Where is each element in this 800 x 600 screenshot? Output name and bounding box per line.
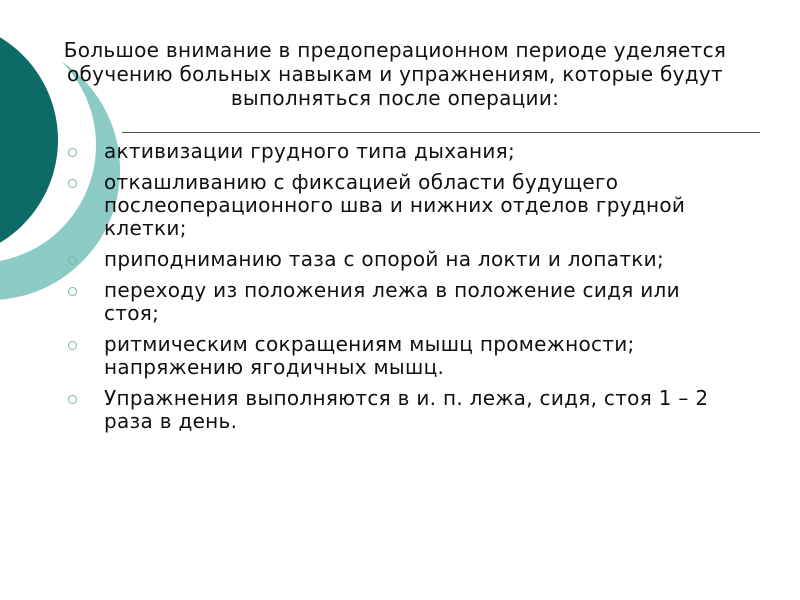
list-item (68, 387, 738, 433)
list-item (68, 333, 738, 379)
list-item (68, 279, 738, 325)
list-item-text: переходу из положения лежа в положение сидя или стоя; (104, 278, 680, 325)
bullet-icon (68, 179, 77, 188)
list-item (68, 248, 738, 271)
bullet-icon (68, 287, 77, 296)
list-item-text: откашливанию с фиксацией области будущего послеоперационного шва и нижних отделов грудной клетки; (104, 170, 686, 240)
bullet-icon (68, 341, 77, 350)
bullet-icon (68, 148, 77, 157)
list-item (68, 140, 738, 163)
bullet-list (68, 140, 738, 441)
list-item (68, 171, 738, 240)
slide-title: Большое внимание в предоперационном периоде уделяется обучению больных навыкам и упражнениям, которые будут выполняться после операции: (63, 38, 727, 110)
title-divider (122, 132, 760, 133)
bullet-icon (68, 395, 77, 404)
list-item-text: приподниманию таза с опорой на локти и лопатки; (104, 247, 665, 271)
bullet-icon (68, 256, 77, 265)
list-item-text: Упражнения выполняются в и. п. лежа, сидя, стоя 1 – 2 раза в день. (104, 386, 709, 433)
list-item-text: активизации грудного типа дыхания; (104, 139, 516, 163)
list-item-text: ритмическим сокращениям мышц промежности; напряжению ягодичных мышц. (104, 332, 635, 379)
